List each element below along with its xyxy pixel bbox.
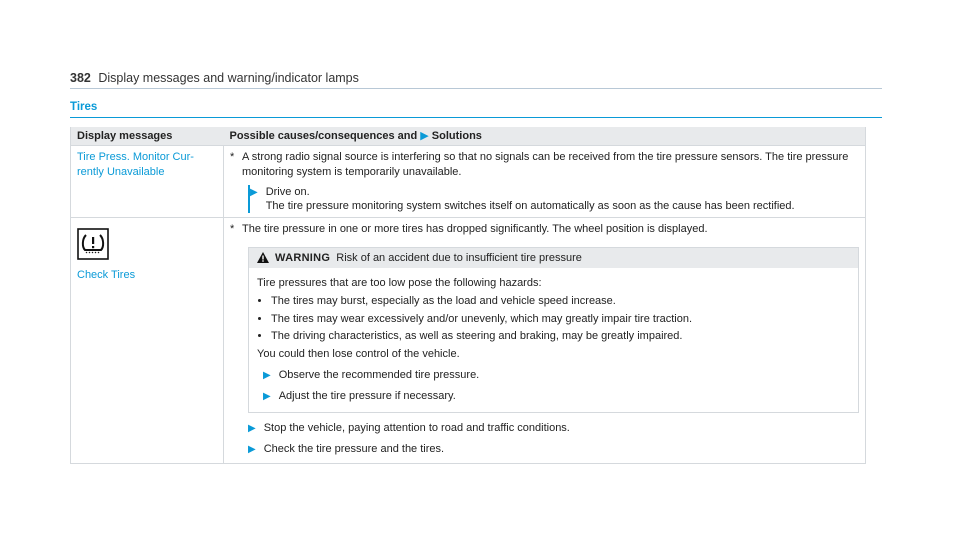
warning-intro: Tire pressures that are too low pose the following hazards: bbox=[257, 277, 542, 290]
message-text-line1: Tire Press. Monitor Cur- bbox=[77, 151, 194, 164]
arrow-right-icon: ▶ bbox=[248, 422, 256, 434]
cause-text: The tire pressure in one or more tires has dropped significantly. The wheel position is displayed. bbox=[242, 223, 708, 236]
cause-cell bbox=[224, 146, 866, 218]
solution bbox=[248, 185, 859, 214]
col-header-causes: Possible causes/consequences and ▶ Solutions bbox=[224, 127, 866, 146]
message-cell bbox=[71, 146, 224, 218]
tire-pressure-warning-icon bbox=[77, 228, 109, 260]
warning-title: Risk of an accident due to insufficient tire pressure bbox=[336, 251, 582, 264]
arrow-right-icon: ▶ bbox=[248, 443, 256, 455]
warning-triangle-icon bbox=[257, 252, 269, 263]
message-text: Check Tires bbox=[77, 269, 136, 282]
arrow-right-icon: ▶ bbox=[420, 130, 429, 142]
page-number: 382 bbox=[70, 71, 91, 85]
list-item: • The driving characteristics, as well as steering and braking, may be greatly impaired. bbox=[271, 329, 850, 343]
warning-bullets bbox=[257, 294, 850, 343]
section-title: Tires bbox=[70, 101, 882, 118]
solution: ▶ Check the tire pressure and the tires. bbox=[248, 442, 445, 455]
warning-box bbox=[248, 247, 859, 413]
warning-action: ▶ Adjust the tire pressure if necessary. bbox=[263, 389, 456, 402]
page-header bbox=[70, 71, 882, 89]
arrow-right-icon: ▶ bbox=[263, 369, 271, 381]
solution: ▶ Stop the vehicle, paying attention to road and traffic conditions. bbox=[248, 421, 570, 434]
col-header-display-messages: Display messages bbox=[71, 127, 224, 146]
table-row bbox=[71, 146, 866, 218]
page-header-title: Display messages and warning/indicator lamps bbox=[98, 71, 359, 85]
list-item: • The tires may burst, especially as the load and vehicle speed increase. bbox=[271, 294, 850, 308]
bullet-star: * bbox=[230, 151, 235, 164]
solution-title: Drive on. bbox=[265, 185, 310, 198]
display-messages-table bbox=[70, 127, 866, 464]
message-cell bbox=[71, 218, 224, 463]
warning-header bbox=[249, 248, 858, 268]
arrow-right-icon: ▶ bbox=[250, 186, 258, 198]
warning-action: ▶ Observe the recommended tire pressure. bbox=[263, 368, 480, 381]
cause-text: A strong radio signal source is interfering so that no signals can be received from the tire pressure sensors. The tire pressure monitoring system is temporarily unavailable. bbox=[242, 151, 849, 178]
cause-cell bbox=[224, 218, 866, 463]
arrow-right-icon: ▶ bbox=[263, 390, 271, 402]
warning-label: WARNING bbox=[275, 251, 331, 264]
bullet-star: * bbox=[230, 223, 235, 236]
list-item: • The tires may wear excessively and/or unevenly, which may greatly impair tire traction. bbox=[271, 312, 850, 326]
solution-text: The tire pressure monitoring system switches itself on automatically as soon as the cause has been rectified. bbox=[265, 200, 795, 213]
warning-outro: You could then lose control of the vehicle. bbox=[257, 348, 460, 361]
table-row bbox=[71, 218, 866, 463]
table-header-row bbox=[71, 127, 866, 146]
message-text-line2: rently Unavailable bbox=[77, 165, 165, 178]
